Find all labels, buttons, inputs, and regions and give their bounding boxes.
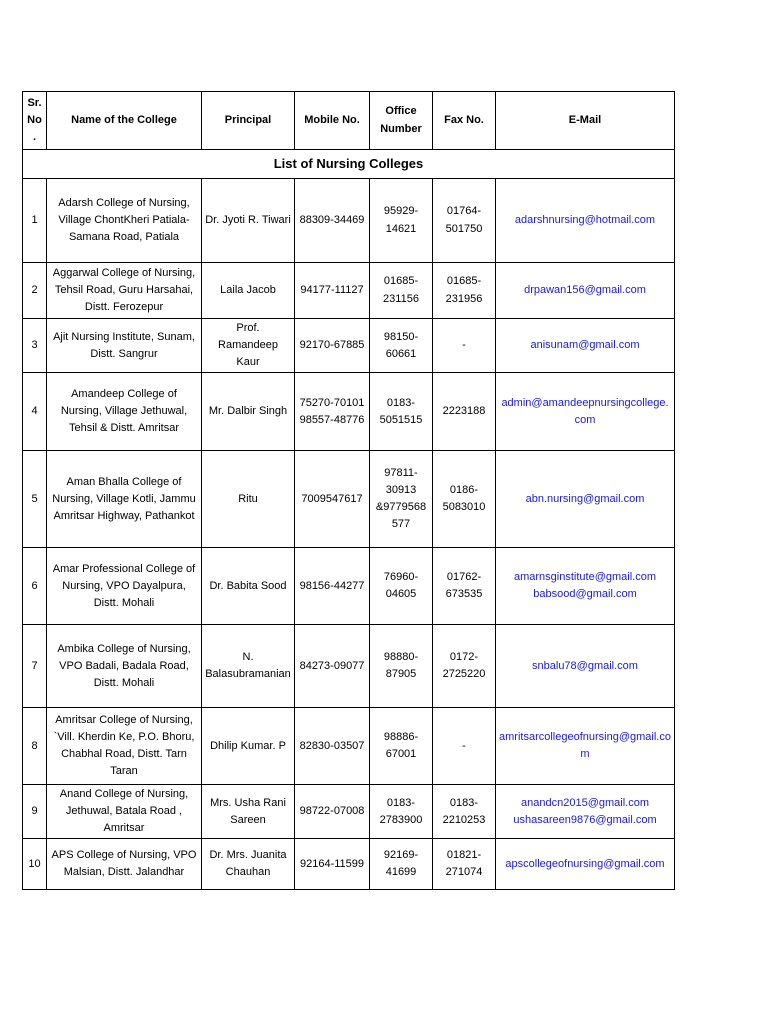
header-principal: Principal xyxy=(202,92,295,150)
mobile-number: 84273-09077 xyxy=(299,659,365,672)
cell-email xyxy=(496,548,675,625)
cell-mobile xyxy=(295,319,370,373)
email-link[interactable]: anisunam@gmail.com xyxy=(530,339,640,352)
cell-college-name: Anand College of Nursing, Jethuwal, Batala Road , Amritsar xyxy=(47,785,202,839)
header-email: E-Mail xyxy=(496,92,675,150)
cell-email xyxy=(496,785,675,839)
email-link[interactable]: ushasareen9876@gmail.com xyxy=(513,813,657,826)
cell-email xyxy=(496,263,675,319)
cell-office-number: 0183-5051515 xyxy=(370,373,433,451)
cell-fax: 01764-501750 xyxy=(433,179,496,263)
cell-college-name: Aman Bhalla College of Nursing, Village Kotli, Jammu Amritsar Highway, Pathankot xyxy=(47,451,202,548)
mobile-number: 92170-67885 xyxy=(299,339,365,352)
mobile-number: 94177-11127 xyxy=(300,283,364,296)
cell-email xyxy=(496,708,675,785)
table-row xyxy=(23,625,675,708)
header-sr-no: Sr. No. xyxy=(23,92,47,150)
cell-mobile xyxy=(295,625,370,708)
table-row xyxy=(23,319,675,373)
mobile-number: 7009547617 xyxy=(301,492,363,505)
cell-principal: Laila Jacob xyxy=(202,263,295,319)
cell-office-number: 76960-04605 xyxy=(370,548,433,625)
email-link[interactable]: babsood@gmail.com xyxy=(533,588,637,601)
cell-college-name: Amandeep College of Nursing, Village Jethuwal, Tehsil & Distt. Amritsar xyxy=(47,373,202,451)
cell-mobile xyxy=(295,451,370,548)
cell-sr-no: 5 xyxy=(23,451,47,548)
cell-fax: 0183-2210253 xyxy=(433,785,496,839)
table-row xyxy=(23,451,675,548)
email-link[interactable]: apscollegeofnursing@gmail.com xyxy=(505,857,665,870)
cell-email xyxy=(496,319,675,373)
cell-college-name: Amritsar College of Nursing, `Vill. Kherdin Ke, P.O. Bhoru, Chabhal Road, Distt. Tarn Taran xyxy=(47,708,202,785)
mobile-number: 98722-07008 xyxy=(299,805,365,818)
cell-sr-no: 7 xyxy=(23,625,47,708)
cell-mobile xyxy=(295,179,370,263)
cell-fax: 01762-673535 xyxy=(433,548,496,625)
email-link[interactable]: amritsarcollegeofnursing@gmail.com xyxy=(499,731,671,761)
cell-mobile xyxy=(295,548,370,625)
cell-email xyxy=(496,179,675,263)
cell-college-name: APS College of Nursing, VPO Malsian, Distt. Jalandhar xyxy=(47,839,202,890)
cell-email xyxy=(496,839,675,890)
cell-college-name: Ambika College of Nursing, VPO Badali, Badala Road, Distt. Mohali xyxy=(47,625,202,708)
email-link[interactable]: amarnsginstitute@gmail.com xyxy=(514,571,656,584)
cell-principal: Dr. Mrs. Juanita Chauhan xyxy=(202,839,295,890)
cell-college-name: Ajit Nursing Institute, Sunam, Distt. Sangrur xyxy=(47,319,202,373)
cell-principal: N. Balasubramanian xyxy=(202,625,295,708)
table-row xyxy=(23,708,675,785)
cell-principal: Dhilip Kumar. P xyxy=(202,708,295,785)
cell-fax: 2223188 xyxy=(433,373,496,451)
cell-sr-no: 2 xyxy=(23,263,47,319)
table-row xyxy=(23,785,675,839)
cell-sr-no: 6 xyxy=(23,548,47,625)
title-row xyxy=(23,150,675,179)
cell-fax: 0172-2725220 xyxy=(433,625,496,708)
cell-fax: 01821-271074 xyxy=(433,839,496,890)
header-office-number: Office Number xyxy=(370,92,433,150)
mobile-number: 98156-44277 xyxy=(299,579,365,592)
email-link[interactable]: admin@amandeepnursingcollege.com xyxy=(501,396,669,426)
cell-fax: 0186-5083010 xyxy=(433,451,496,548)
mobile-number: 88309-34469 xyxy=(299,213,365,226)
cell-college-name: Amar Professional College of Nursing, VPO Dayalpura, Distt. Mohali xyxy=(47,548,202,625)
cell-mobile xyxy=(295,785,370,839)
cell-mobile xyxy=(295,708,370,785)
table-row xyxy=(23,548,675,625)
email-link[interactable]: drpawan156@gmail.com xyxy=(524,283,646,296)
cell-sr-no: 10 xyxy=(23,839,47,890)
table-row xyxy=(23,263,675,319)
header-college-name: Name of the College xyxy=(47,92,202,150)
cell-office-number: 98886-67001 xyxy=(370,708,433,785)
header-row xyxy=(23,92,675,150)
mobile-number: 82830-03507 xyxy=(299,739,365,752)
mobile-number: 75270-70101 xyxy=(299,396,365,409)
nursing-colleges-table xyxy=(22,91,675,890)
cell-office-number: 97811-30913 &9779568577 xyxy=(370,451,433,548)
cell-sr-no: 3 xyxy=(23,319,47,373)
cell-principal: Dr. Babita Sood xyxy=(202,548,295,625)
cell-college-name: Aggarwal College of Nursing, Tehsil Road, Guru Harsahai, Distt. Ferozepur xyxy=(47,263,202,319)
mobile-number: 92164-11599 xyxy=(299,857,365,870)
table-row xyxy=(23,839,675,890)
cell-office-number: 0183-2783900 xyxy=(370,785,433,839)
cell-fax: 01685-231956 xyxy=(433,263,496,319)
cell-principal: Ritu xyxy=(202,451,295,548)
email-link[interactable]: snbalu78@gmail.com xyxy=(532,659,638,672)
cell-mobile xyxy=(295,263,370,319)
cell-office-number: 92169-41699 xyxy=(370,839,433,890)
cell-principal: Mrs. Usha Rani Sareen xyxy=(202,785,295,839)
cell-sr-no: 4 xyxy=(23,373,47,451)
cell-principal: Dr. Jyoti R. Tiwari xyxy=(202,179,295,263)
cell-college-name: Adarsh College of Nursing, Village ChontKheri Patiala-Samana Road, Patiala xyxy=(47,179,202,263)
email-link[interactable]: adarshnursing@hotmail.com xyxy=(514,213,656,226)
cell-office-number: 98150-60661 xyxy=(370,319,433,373)
cell-mobile xyxy=(295,373,370,451)
cell-email xyxy=(496,625,675,708)
cell-office-number: 98880-87905 xyxy=(370,625,433,708)
cell-fax: - xyxy=(433,708,496,785)
header-fax: Fax No. xyxy=(433,92,496,150)
cell-sr-no: 8 xyxy=(23,708,47,785)
email-link[interactable]: anandcn2015@gmail.com xyxy=(521,796,649,809)
table-title: List of Nursing Colleges xyxy=(23,150,675,179)
header-mobile: Mobile No. xyxy=(295,92,370,150)
cell-sr-no: 1 xyxy=(23,179,47,263)
cell-fax: - xyxy=(433,319,496,373)
mobile-number: 98557-48776 xyxy=(299,413,365,426)
cell-sr-no: 9 xyxy=(23,785,47,839)
cell-office-number: 01685-231156 xyxy=(370,263,433,319)
table-row xyxy=(23,179,675,263)
cell-office-number: 95929-14621 xyxy=(370,179,433,263)
cell-principal: Prof. Ramandeep Kaur xyxy=(202,319,295,373)
table-row xyxy=(23,373,675,451)
cell-principal: Mr. Dalbir Singh xyxy=(202,373,295,451)
email-link[interactable]: abn.nursing@gmail.com xyxy=(525,492,645,505)
cell-email xyxy=(496,373,675,451)
cell-mobile xyxy=(295,839,370,890)
cell-email xyxy=(496,451,675,548)
